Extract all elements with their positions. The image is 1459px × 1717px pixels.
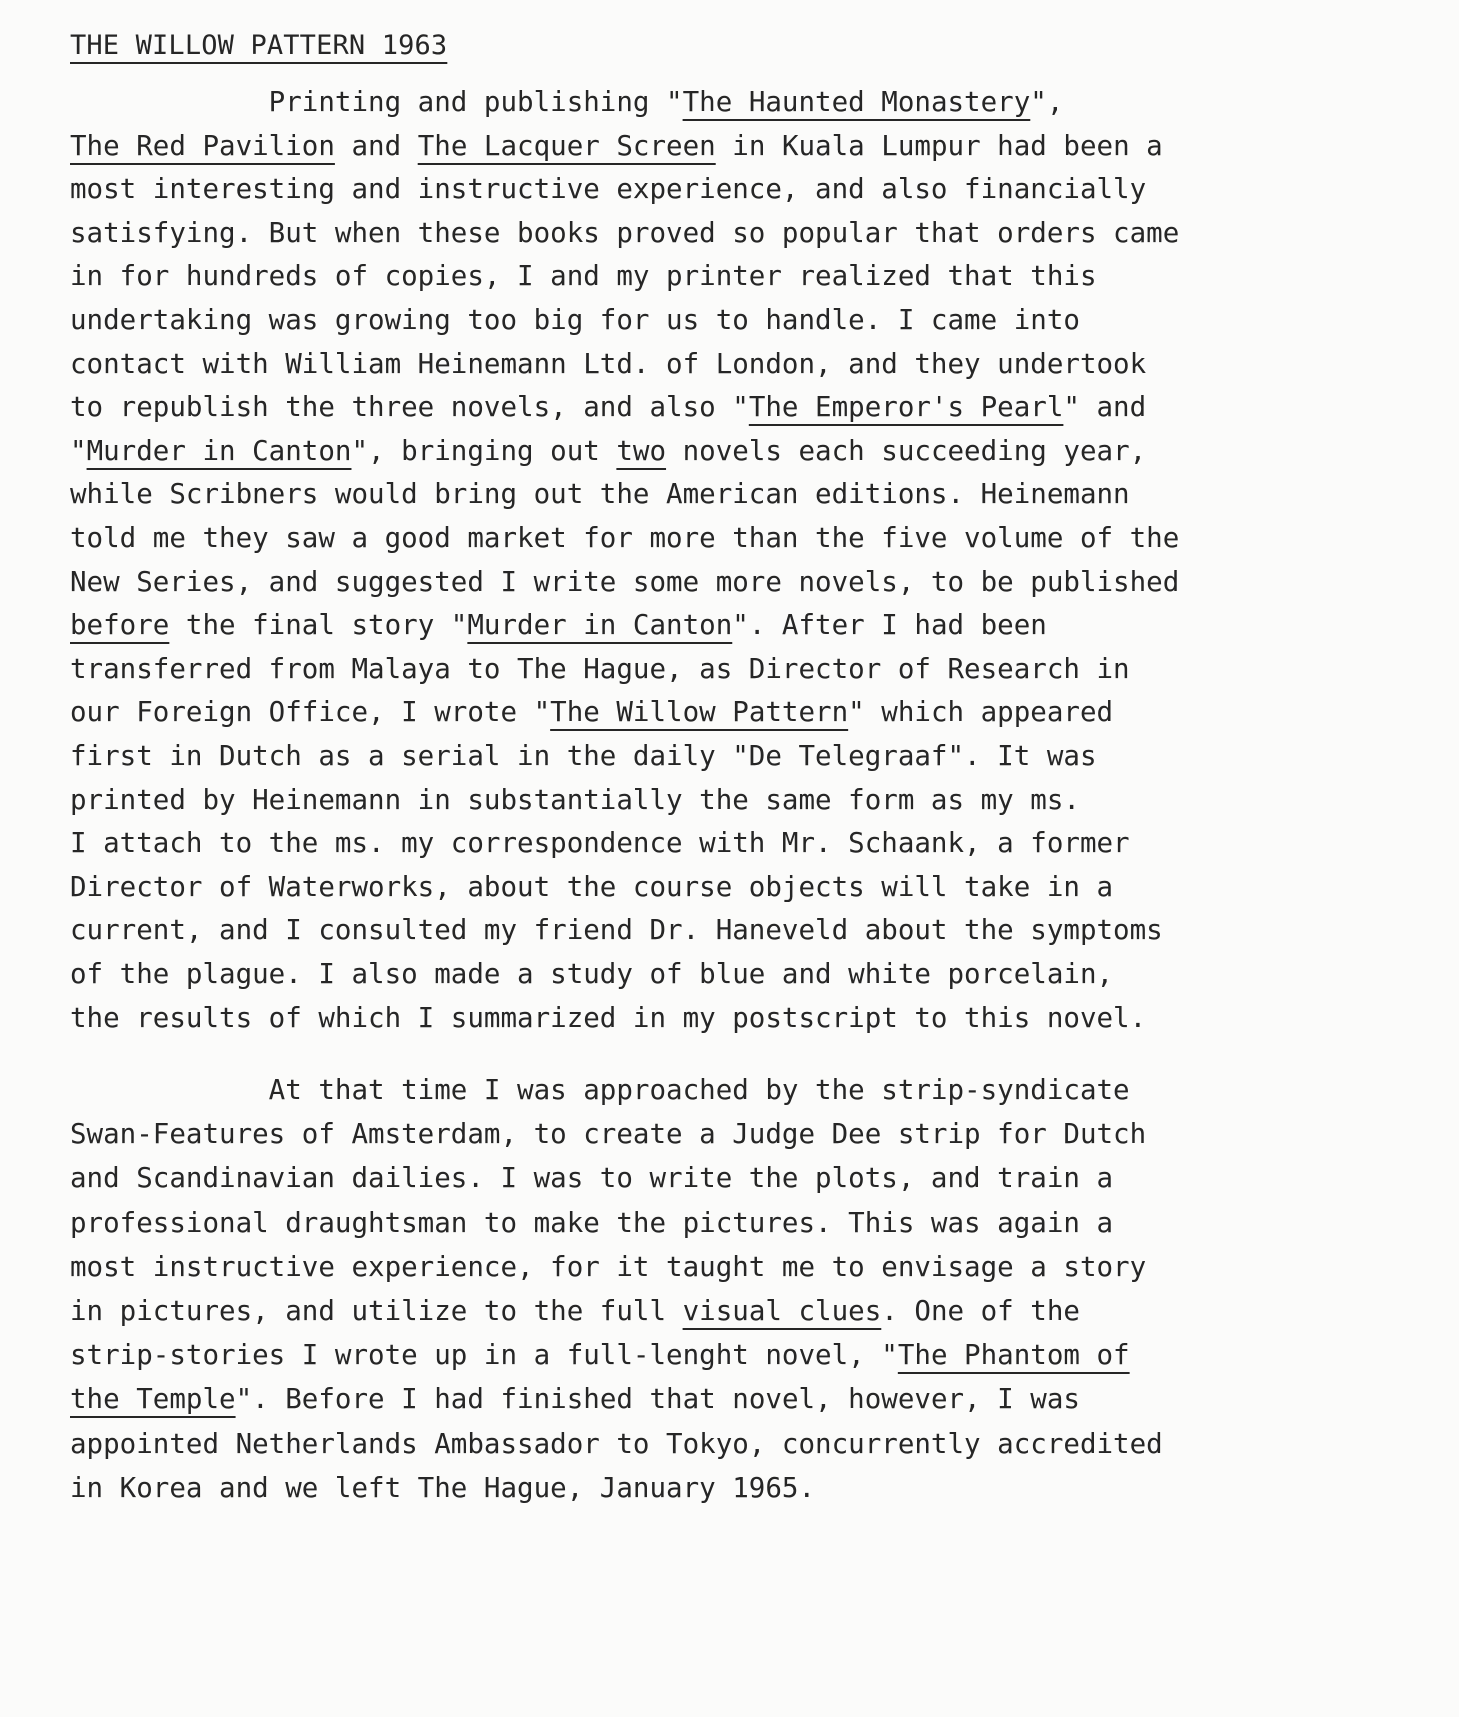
text-line: [70, 383, 1146, 431]
text-segment: in pictures, and utilize to the full: [70, 1295, 683, 1327]
text-line: [70, 252, 1097, 300]
text-line: [70, 1110, 1146, 1158]
text-segment: New Series, and suggested I write some more novels, to be published: [70, 565, 1180, 598]
text-segment: Director of Waterworks, about the course objects will take in a: [70, 870, 1114, 903]
text-segment: ". Before I had finished that novel, however, I was: [235, 1383, 1080, 1416]
text-line: [70, 819, 1130, 867]
text-line: [70, 645, 1130, 693]
text-segment: satisfying. But when these books proved so popular that orders came: [70, 216, 1180, 249]
text-line: [70, 78, 1063, 126]
text-line: [70, 863, 1113, 911]
text-segment: ", bringing out: [351, 434, 617, 467]
text-line: [70, 1154, 1113, 1202]
underlined-text: two: [616, 434, 667, 467]
text-segment: printed by Heinemann in substantially the same form as my ms.: [70, 783, 1080, 816]
text-line: [70, 122, 1163, 170]
underlined-text: The Phantom of: [897, 1339, 1130, 1372]
underlined-text: The Haunted Monastery: [682, 86, 1031, 118]
text-segment: At that time I was approached by the strip-syndicate: [70, 1074, 1130, 1106]
text-segment: ". After I had been: [732, 609, 1047, 642]
underlined-text: The Red Pavilion: [70, 129, 335, 162]
text-segment: while Scribners would bring out the American editions. Heinemann: [70, 478, 1130, 511]
text-line: [70, 1375, 1080, 1423]
underlined-text: the Temple: [70, 1383, 236, 1416]
text-line: [70, 470, 1130, 518]
underlined-text: The Lacquer Screen: [417, 129, 716, 162]
text-segment: in Kuala Lumpur had been a: [715, 129, 1163, 162]
text-segment: professional draughtsman to make the pictures. This was again a: [70, 1206, 1114, 1239]
text-line: [70, 1331, 1130, 1379]
text-line: [70, 1420, 1163, 1468]
text-segment: undertaking was growing too big for us to handle. I came into: [70, 304, 1080, 336]
text-segment: told me they saw a good market for more than the five volume of the: [70, 522, 1180, 554]
text-segment: I attach to the ms. my correspondence with Mr. Schaank, a former: [70, 827, 1130, 860]
text-line: [70, 1243, 1146, 1291]
text-line: [70, 906, 1163, 954]
text-line: [70, 427, 1146, 475]
text-segment: in for hundreds of copies, I and my printer realized that this: [70, 260, 1097, 293]
underlined-text: The Willow Pattern: [550, 696, 849, 729]
text-line: [70, 165, 1146, 213]
text-line: [70, 732, 1097, 780]
text-segment: most instructive experience, for it taught me to envisage a story: [70, 1250, 1147, 1283]
text-line: [70, 776, 1080, 824]
document-title: THE WILLOW PATTERN 1963: [70, 30, 448, 61]
text-segment: " and: [1063, 391, 1147, 424]
text-segment: appointed Netherlands Ambassador to Tokyo, concurrently accredited: [70, 1427, 1163, 1460]
text-line: [70, 340, 1146, 388]
text-line: [70, 558, 1179, 606]
text-segment: . One of the: [881, 1295, 1080, 1327]
text-segment: transferred from Malaya to The Hague, as Director of Research in: [70, 652, 1130, 685]
text-line: [70, 1287, 1080, 1335]
text-segment: ",: [1030, 86, 1064, 118]
text-segment: most interesting and instructive experience, and also financially: [70, 173, 1147, 206]
text-segment: strip-stories I wrote up in a full-lenght novel, ": [70, 1339, 898, 1372]
text-segment: first in Dutch as a serial in the daily "De Telegraaf". It was: [70, 740, 1097, 772]
text-segment: the results of which I summarized in my postscript to this novel.: [70, 1001, 1147, 1034]
text-segment: novels each succeeding year,: [666, 434, 1147, 467]
text-line: [70, 601, 1047, 649]
text-segment: and: [334, 129, 418, 162]
text-segment: our Foreign Office, I wrote ": [70, 696, 551, 729]
text-line: [70, 514, 1179, 562]
text-segment: Swan-Features of Amsterdam, to create a Judge Dee strip for Dutch: [70, 1118, 1147, 1151]
text-line: [70, 994, 1146, 1042]
text-line: [70, 1199, 1113, 1247]
underlined-text: Murder in Canton: [86, 434, 352, 467]
text-line: [70, 1464, 815, 1512]
text-segment: " which appeared: [848, 696, 1114, 729]
text-segment: contact with William Heinemann Ltd. of London, and they undertook: [70, 347, 1147, 380]
text-segment: Printing and publishing ": [70, 86, 683, 118]
underlined-text: The Emperor's Pearl: [748, 391, 1064, 424]
text-segment: ": [70, 434, 87, 467]
text-segment: and Scandinavian dailies. I was to write the plots, and train a: [70, 1162, 1114, 1195]
text-line: [70, 688, 1113, 736]
text-segment: to republish the three novels, and also ": [70, 391, 749, 424]
underlined-text: visual clues: [682, 1295, 882, 1327]
text-line: [70, 950, 1113, 998]
text-line: [70, 296, 1080, 344]
text-segment: in Korea and we left The Hague, January 1965.: [70, 1471, 816, 1504]
text-segment: of the plague. I also made a study of blue and white porcelain,: [70, 958, 1114, 990]
underlined-text: before: [70, 609, 170, 642]
text-line: [70, 1066, 1130, 1114]
underlined-text: Murder in Canton: [467, 609, 733, 642]
text-line: [70, 209, 1179, 257]
text-segment: current, and I consulted my friend Dr. Haneveld about the symptoms: [70, 914, 1163, 947]
text-segment: the final story ": [169, 609, 468, 642]
